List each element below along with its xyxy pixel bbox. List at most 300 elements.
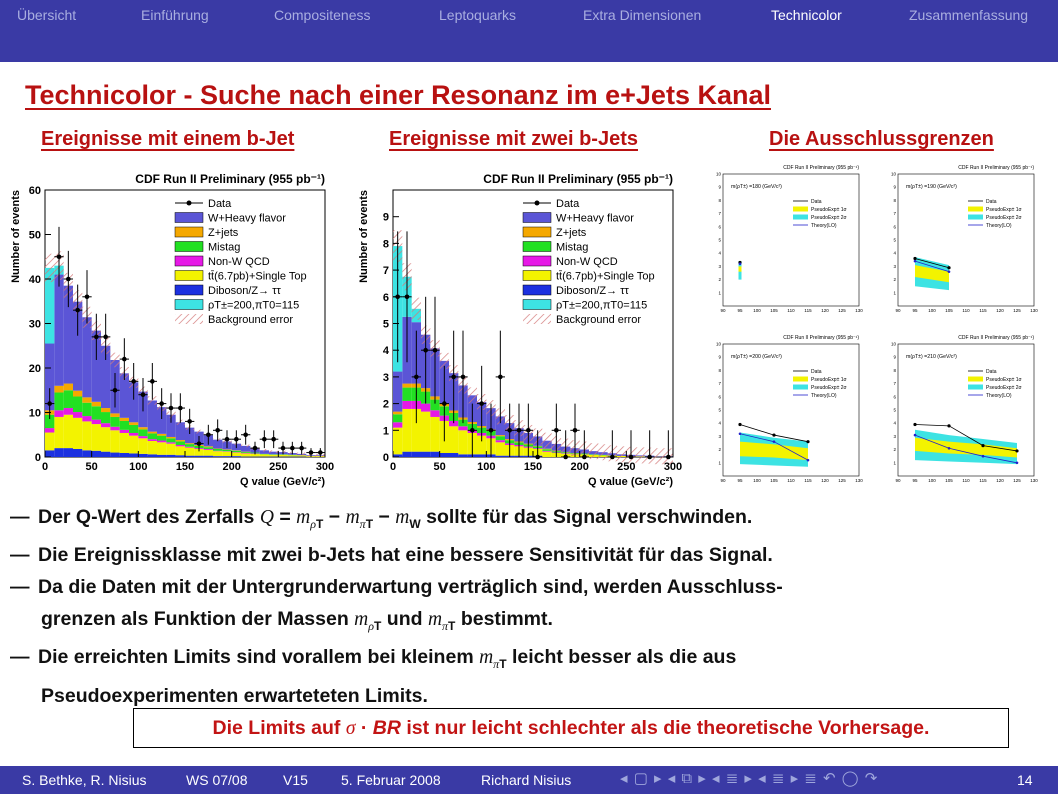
bar-segment — [166, 455, 175, 457]
legend-label: tt̄(6.7pb)+Single Top — [208, 270, 307, 283]
bar-segment — [120, 418, 129, 421]
mass-label: m(ρT±) =190 (GeV/c²) — [906, 184, 957, 190]
bar-segment — [185, 448, 194, 456]
background-error-band — [412, 298, 421, 320]
bar-segment — [222, 456, 231, 457]
bar-segment — [110, 453, 119, 457]
x-tick-label: 105 — [945, 478, 953, 483]
background-error-band — [194, 430, 203, 434]
y-axis-label: Number of events — [10, 190, 22, 283]
bar-segment — [393, 372, 402, 412]
x-tick-label: 50 — [433, 461, 446, 473]
data-point — [405, 295, 410, 300]
data-point — [225, 437, 230, 442]
bar-segment — [138, 438, 147, 454]
x-tick-label: 105 — [770, 308, 778, 313]
beamer-navigation-icons[interactable]: ◂ ▢ ▸ ◂ ⧉ ▸ ◂ ≣ ▸ ◂ ≣ ▸ ≣ ↶ ◯ ↷ — [620, 770, 879, 787]
y-tick-label: 7 — [382, 265, 389, 278]
bar-segment — [148, 439, 157, 441]
data-point — [122, 357, 127, 362]
legend-label: Theory(LO) — [986, 223, 1012, 229]
x-tick-label: 250 — [269, 461, 288, 473]
bullet-4: — Die erreichten Limits sind vorallem bei kleinem $m_{\pi T}$ leicht besser als die aus Pseudoexperimenten erwarteteten Limits. — [10, 642, 1050, 712]
bar-segment — [185, 443, 194, 444]
y-tick-label: 1 — [893, 460, 896, 466]
data-point — [442, 401, 447, 406]
bar-segment — [213, 449, 222, 451]
legend-swatch — [535, 201, 540, 206]
footer-date: 5. Februar 2008 — [341, 772, 441, 788]
bar-segment — [138, 454, 147, 457]
x-tick-label: 250 — [617, 461, 636, 473]
bar-segment — [54, 448, 63, 457]
legend-label: ρT±=200,πT0=115 — [208, 299, 300, 312]
legend-label: PseudoExp± 2σ — [986, 385, 1022, 391]
bar-segment — [64, 384, 73, 391]
y-tick-label: 6 — [382, 291, 389, 304]
x-axis-label: Q value (GeV/c²) — [588, 476, 673, 488]
theory-point — [982, 455, 985, 458]
bar-segment — [393, 422, 402, 427]
bar-segment — [477, 454, 486, 457]
bar-segment — [64, 448, 73, 457]
background-error-band — [542, 433, 551, 449]
y-tick-label: 4 — [718, 250, 721, 256]
theory-point — [739, 432, 742, 435]
footer-lecture: V15 — [283, 772, 308, 788]
bullet-3: — Da die Daten mit der Untergrunderwartung verträglich sind, werden Ausschluss- grenzen als Funktion der Massen $m_{\rho T}$ und $m_{\pi T}$ bestimmt. — [10, 572, 1050, 642]
y-tick-label: 5 — [718, 237, 721, 243]
background-error-band — [241, 445, 250, 448]
background-error-band — [598, 444, 607, 460]
y-tick-label: 7 — [718, 381, 721, 387]
data-point — [913, 257, 916, 260]
legend-label: W+Heavy flavor — [208, 212, 286, 225]
nav-compositeness[interactable]: Compositeness — [274, 7, 371, 23]
data-point — [150, 379, 155, 384]
conclusion-box: Die Limits auf σ · BR ist nur leicht schlechter als die theoretische Vorhersage. — [133, 708, 1009, 748]
x-tick-label: 105 — [945, 308, 953, 313]
y-tick-label: 9 — [893, 184, 896, 190]
y-tick-label: 7 — [893, 211, 896, 217]
data-point — [141, 392, 146, 397]
x-tick-label: 95 — [737, 308, 743, 313]
mass-label: m(ρT±) =180 (GeV/c²) — [731, 184, 782, 190]
y-tick-label: 4 — [718, 420, 721, 426]
y-tick-label: 8 — [382, 238, 389, 251]
bar-segment — [82, 421, 91, 450]
background-error-band — [654, 448, 663, 464]
bar-segment — [148, 432, 157, 434]
legend-swatch — [793, 377, 808, 382]
background-error-band — [110, 353, 119, 368]
x-tick-label: 150 — [523, 461, 543, 473]
bar-segment — [542, 452, 551, 457]
bar-segment — [402, 384, 411, 388]
bar-segment — [458, 454, 467, 457]
nav-extra-dimensionen[interactable]: Extra Dimensionen — [583, 7, 702, 23]
data-point — [169, 406, 174, 411]
y-tick-label: 10 — [890, 341, 896, 347]
bar-segment — [138, 436, 147, 438]
footer-speaker: Richard Nisius — [481, 772, 572, 788]
y-tick-label: 0 — [382, 452, 389, 464]
x-tick-label: 100 — [928, 478, 936, 483]
bar-segment — [129, 436, 138, 454]
y-tick-label: 6 — [893, 394, 896, 400]
bar-segment — [54, 417, 63, 448]
data-point — [981, 444, 984, 447]
theory-point — [948, 447, 951, 450]
bar-segment — [157, 436, 166, 441]
bar-segment — [166, 444, 175, 455]
bar-segment — [120, 453, 129, 457]
x-tick-label: 120 — [821, 308, 829, 313]
bar-segment — [204, 447, 213, 449]
background-error-band — [45, 254, 54, 282]
bar-segment — [73, 396, 82, 412]
y-tick-label: 9 — [382, 211, 389, 224]
legend-label: PseudoExp± 2σ — [986, 215, 1022, 221]
x-tick-label: 150 — [175, 461, 195, 473]
legend-swatch — [175, 314, 203, 324]
legend-label: Theory(LO) — [986, 393, 1012, 399]
legend-label: PseudoExp± 2σ — [811, 385, 847, 391]
bar-segment — [204, 446, 213, 447]
theory-point — [739, 262, 742, 265]
bar-segment — [269, 455, 278, 457]
bar-segment — [73, 412, 82, 418]
data-point — [461, 375, 466, 380]
bar-segment — [82, 397, 91, 402]
histogram-two-bjets-svg — [353, 165, 693, 495]
data-point — [271, 437, 276, 442]
y-tick-label: 9 — [718, 354, 721, 360]
legend-label: Theory(LO) — [811, 393, 837, 399]
bullet-dash: — — [10, 576, 30, 599]
x-tick-label: 130 — [1030, 478, 1038, 483]
bar-segment — [64, 390, 73, 408]
background-error-band — [636, 447, 645, 463]
legend-swatch — [175, 300, 203, 310]
legend-swatch — [793, 385, 808, 390]
data-point — [470, 428, 475, 433]
legend-swatch — [968, 215, 983, 220]
bar-segment — [138, 429, 147, 436]
bar-segment — [157, 441, 166, 443]
data-point — [517, 428, 522, 433]
x-tick-label: 90 — [720, 308, 726, 313]
y-tick-label: 6 — [718, 224, 721, 230]
bullet-dash: — — [10, 646, 30, 669]
data-point — [433, 348, 438, 353]
data-point — [318, 450, 323, 455]
data-point — [47, 401, 52, 406]
limit-plot-title: CDF Run II Preliminary (955 pb⁻¹) — [958, 335, 1034, 341]
legend-label: Data — [556, 198, 580, 210]
bar-segment — [101, 423, 110, 427]
legend-swatch — [175, 213, 203, 223]
bar-segment — [241, 453, 250, 456]
data-point — [947, 266, 950, 269]
bullet-text: grenzen als Funktion der Massen — [41, 607, 349, 630]
x-tick-label: 115 — [979, 478, 987, 483]
data-point — [66, 277, 71, 282]
y-tick-label: 2 — [718, 447, 721, 453]
y-tick-label: 5 — [382, 318, 389, 331]
y-tick-label: 10 — [715, 171, 721, 177]
y-tick-label: 2 — [382, 398, 389, 411]
bar-segment — [129, 422, 138, 425]
bar-segment — [421, 452, 430, 457]
y-tick-label: 8 — [893, 367, 896, 373]
bullet-text: leicht besser als die aus — [511, 646, 737, 669]
y-tick-label: 10 — [28, 407, 41, 420]
data-point — [554, 428, 559, 433]
x-tick-label: 200 — [222, 461, 241, 473]
bullet-dash: — — [10, 506, 30, 528]
bar-segment — [496, 436, 505, 440]
x-tick-label: 120 — [821, 478, 829, 483]
bar-segment — [241, 452, 250, 453]
legend-label: Mistag — [208, 241, 241, 254]
histogram-one-bjet — [5, 165, 345, 495]
bar-segment — [54, 275, 63, 386]
y-tick-label: 40 — [28, 274, 41, 286]
legend-swatch — [968, 377, 983, 382]
x-tick-label: 95 — [737, 478, 743, 483]
data-point — [215, 428, 220, 433]
data-point — [479, 401, 484, 406]
bar-segment — [430, 452, 439, 457]
bar-segment — [54, 392, 63, 410]
legend-label: Background error — [556, 314, 641, 326]
bar-segment — [45, 433, 54, 451]
legend-swatch — [187, 201, 192, 206]
data-point — [489, 428, 494, 433]
bar-segment — [110, 427, 119, 431]
x-tick-label: 125 — [838, 478, 846, 483]
data-point — [159, 401, 164, 406]
nav-leptoquarks[interactable]: Leptoquarks — [439, 7, 517, 23]
y-tick-label: 4 — [893, 250, 896, 256]
data-point — [647, 455, 652, 460]
bar-segment — [148, 433, 157, 439]
bar-segment — [402, 452, 411, 457]
bar-segment — [421, 412, 430, 452]
limit-plot-180 — [703, 160, 863, 320]
data-line — [915, 425, 949, 426]
y-tick-label: 8 — [718, 367, 721, 373]
limit-plot-190 — [878, 160, 1038, 320]
bar-segment — [92, 451, 101, 457]
bar-segment — [176, 441, 185, 445]
y-tick-label: 5 — [893, 237, 896, 243]
limit-plot-title: CDF Run II Preliminary (955 pb⁻¹) — [958, 165, 1034, 171]
data-point — [187, 419, 192, 424]
bar-segment — [176, 445, 185, 446]
y-tick-label: 2 — [893, 447, 896, 453]
data-point — [281, 446, 286, 451]
limit-plot-200 — [703, 330, 863, 490]
bar-segment — [412, 452, 421, 457]
data-point — [738, 423, 741, 426]
subhead-exclusion-limits: Die Ausschlussgrenzen — [769, 128, 994, 150]
bar-segment — [82, 317, 91, 397]
footer-page-number: 14 — [1017, 772, 1033, 788]
bar-segment — [440, 453, 449, 457]
bar-segment — [110, 430, 119, 452]
x-tick-label: 105 — [770, 478, 778, 483]
x-tick-label: 0 — [41, 461, 49, 473]
data-point — [610, 455, 615, 460]
theory-point — [773, 440, 776, 443]
x-tick-label: 115 — [804, 478, 812, 483]
nav-technicolor[interactable]: Technicolor — [771, 7, 842, 23]
x-tick-label: 200 — [570, 461, 589, 473]
bar-segment — [402, 409, 411, 452]
plot-title: CDF Run II Preliminary (955 pb⁻¹) — [135, 172, 325, 186]
data-point — [290, 446, 295, 451]
mass-label: m(ρT±) =200 (GeV/c²) — [731, 354, 782, 360]
x-tick-label: 90 — [895, 478, 901, 483]
bullet-text: Pseudoexperimenten erwarteteten Limits. — [41, 684, 428, 707]
y-tick-label: 10 — [715, 341, 721, 347]
conclusion-text: ist nur leicht schlechter als die theoretische Vorhersage. — [406, 717, 930, 739]
bar-segment — [120, 421, 129, 430]
x-tick-label: 115 — [804, 308, 812, 313]
data-point — [85, 295, 90, 300]
bar-segment — [204, 449, 213, 450]
legend-swatch — [175, 242, 203, 252]
legend-label: Data — [811, 199, 822, 205]
x-tick-label: 300 — [663, 461, 683, 473]
bullet-text: Die Ereignissklasse mit zwei b-Jets hat eine bessere Sensitivität für das Signal. — [38, 544, 773, 567]
legend-swatch — [793, 215, 808, 220]
legend-label: Data — [811, 369, 822, 375]
x-tick-label: 110 — [787, 478, 795, 483]
legend-label: PseudoExp± 1σ — [811, 377, 847, 383]
bar-segment — [430, 410, 439, 417]
x-tick-label: 125 — [1013, 478, 1021, 483]
x-tick-label: 300 — [315, 461, 335, 473]
data-point — [197, 441, 202, 446]
x-tick-label: 100 — [753, 478, 761, 483]
data-point — [451, 375, 456, 380]
y-tick-label: 3 — [718, 433, 721, 439]
bar-segment — [204, 456, 213, 457]
data-point — [94, 335, 99, 340]
bar-segment — [101, 427, 110, 451]
y-tick-label: 3 — [893, 433, 896, 439]
legend-swatch — [523, 242, 551, 252]
bar-segment — [393, 412, 402, 415]
bar-segment — [260, 454, 269, 456]
legend-swatch — [175, 271, 203, 281]
bar-segment — [148, 441, 157, 454]
nav-zusammenfassung[interactable]: Zusammenfassung — [909, 7, 1029, 23]
bar-segment — [120, 430, 129, 433]
data-point — [113, 388, 118, 393]
theory-point — [914, 434, 917, 437]
y-tick-label: 1 — [718, 460, 721, 466]
bar-segment — [232, 453, 241, 457]
bar-segment — [157, 442, 166, 454]
bar-segment — [166, 438, 175, 442]
y-tick-label: 4 — [382, 345, 389, 358]
bar-segment — [204, 450, 213, 456]
y-tick-label: 5 — [718, 407, 721, 413]
y-tick-label: 50 — [28, 229, 41, 242]
bar-segment — [129, 425, 138, 433]
footer-bar — [0, 766, 1058, 794]
data-point — [498, 375, 503, 380]
bar-segment — [185, 447, 194, 448]
bar-segment — [129, 453, 138, 457]
bar-segment — [110, 417, 119, 427]
bar-segment — [157, 434, 166, 436]
legend-label: PseudoExp± 1σ — [986, 377, 1022, 383]
legend-label: W+Heavy flavor — [556, 212, 634, 225]
mass-label: m(ρT±) =210 (GeV/c²) — [906, 354, 957, 360]
x-tick-label: 0 — [389, 461, 397, 473]
x-axis-label: Q value (GeV/c²) — [240, 476, 325, 488]
bar-segment — [213, 451, 222, 456]
bar-segment — [542, 451, 551, 452]
theory-point — [807, 459, 810, 462]
bar-segment — [101, 452, 110, 457]
nav-uebersicht[interactable]: Übersicht — [17, 7, 77, 23]
bar-segment — [92, 402, 101, 406]
legend-swatch — [523, 314, 551, 324]
legend-label: Data — [986, 199, 997, 205]
bar-segment — [430, 417, 439, 452]
data-point — [234, 437, 239, 442]
bar-segment — [185, 456, 194, 457]
y-tick-label: 10 — [890, 171, 896, 177]
y-tick-label: 0 — [34, 452, 41, 464]
y-tick-label: 20 — [28, 363, 41, 375]
data-point — [178, 406, 183, 411]
nav-einfuehrung[interactable]: Einführung — [141, 7, 209, 23]
x-tick-label: 90 — [720, 478, 726, 483]
pseudoexp-1sigma-band — [739, 266, 742, 271]
bullet-text: bestimmt. — [460, 607, 553, 630]
data-point — [507, 428, 512, 433]
y-tick-label: 9 — [893, 354, 896, 360]
data-point — [573, 428, 578, 433]
bar-segment — [54, 410, 63, 417]
y-tick-label: 6 — [893, 224, 896, 230]
bullet-text: sollte für das Signal verschwinden. — [426, 506, 753, 528]
bar-segment — [194, 456, 203, 457]
bar-segment — [542, 449, 551, 451]
data-point — [262, 437, 267, 442]
data-point — [299, 446, 304, 451]
y-tick-label: 7 — [893, 381, 896, 387]
bar-segment — [82, 403, 91, 416]
x-tick-label: 100 — [753, 308, 761, 313]
bar-segment — [232, 451, 241, 452]
bar-segment — [82, 416, 91, 421]
y-tick-label: 5 — [893, 407, 896, 413]
bar-segment — [278, 455, 287, 457]
data-point — [947, 424, 950, 427]
bullet-2 — [10, 540, 1050, 572]
x-tick-label: 125 — [1013, 308, 1021, 313]
legend-label: Background error — [208, 314, 293, 326]
data-point — [253, 446, 258, 451]
